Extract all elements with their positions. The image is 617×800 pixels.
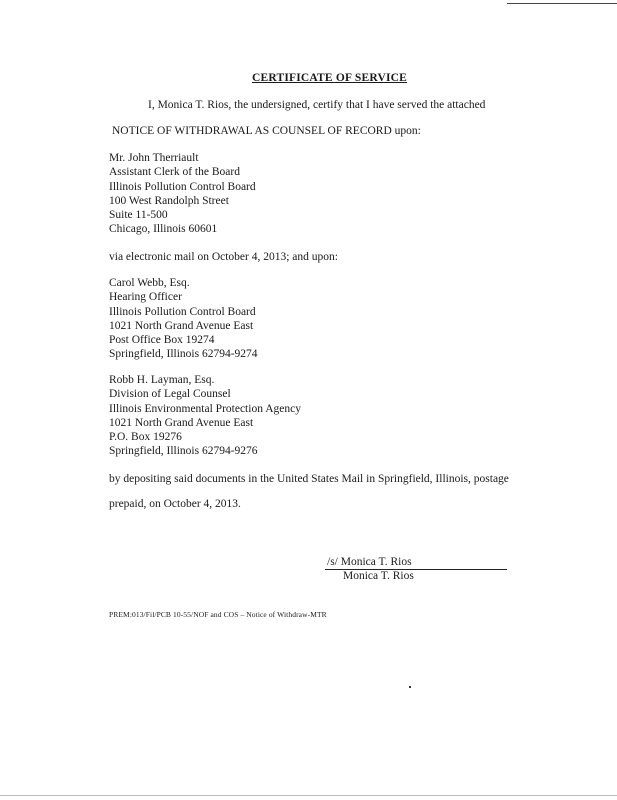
mailing-date-line: prepaid, on October 4, 2013. [109, 498, 241, 510]
recipient-address-3 [109, 373, 301, 459]
document-title: CERTIFICATE OF SERVICE [251, 72, 408, 84]
notice-title-line: NOTICE OF WITHDRAWAL AS COUNSEL OF RECORD upon: [112, 125, 421, 137]
address-line: Suite 11-500 [109, 209, 168, 222]
address-line: 1021 North Grand Avenue East [109, 319, 254, 332]
electronic-signature: /s/ Monica T. Rios [327, 556, 412, 568]
service-method-line: via electronic mail on October 4, 2013; and upon: [109, 251, 338, 263]
address-line: Springfield, Illinois 62794-9274 [109, 348, 258, 361]
signer-name: Monica T. Rios [343, 570, 414, 582]
address-line: Robb H. Layman, Esq. [109, 374, 215, 386]
scan-edge-mark [507, 3, 617, 4]
address-line: Division of Legal Counsel [109, 388, 231, 401]
recipient-address-1 [109, 151, 256, 237]
document-reference-footer: PREM:013/Fil/PCB 10-55/NOF and COS – Notice of Withdraw-MTR [109, 610, 327, 619]
address-line: Illinois Environmental Protection Agency [109, 402, 301, 415]
address-line: 100 West Randolph Street [109, 194, 229, 207]
mailing-statement: by depositing said documents in the United States Mail in Springfield, Illinois, postage [109, 473, 509, 485]
address-line: P.O. Box 19276 [109, 431, 182, 444]
address-line: Springfield, Illinois 62794-9276 [109, 445, 258, 458]
address-line: Carol Webb, Esq. [109, 277, 190, 289]
address-line: Hearing Officer [109, 291, 182, 304]
address-line: Illinois Pollution Control Board [109, 180, 256, 193]
address-line: Assistant Clerk of the Board [109, 166, 240, 179]
address-line: Illinois Pollution Control Board [109, 305, 256, 318]
address-line: 1021 North Grand Avenue East [109, 416, 254, 429]
page-bottom-edge [0, 795, 617, 796]
intro-paragraph: I, Monica T. Rios, the undersigned, certify that I have served the attached [148, 99, 486, 111]
scan-speck [409, 686, 411, 688]
recipient-address-2 [109, 276, 258, 362]
address-line: Chicago, Illinois 60601 [109, 223, 218, 236]
address-line: Post Office Box 19274 [109, 334, 215, 347]
address-line: Mr. John Therriault [109, 152, 199, 164]
